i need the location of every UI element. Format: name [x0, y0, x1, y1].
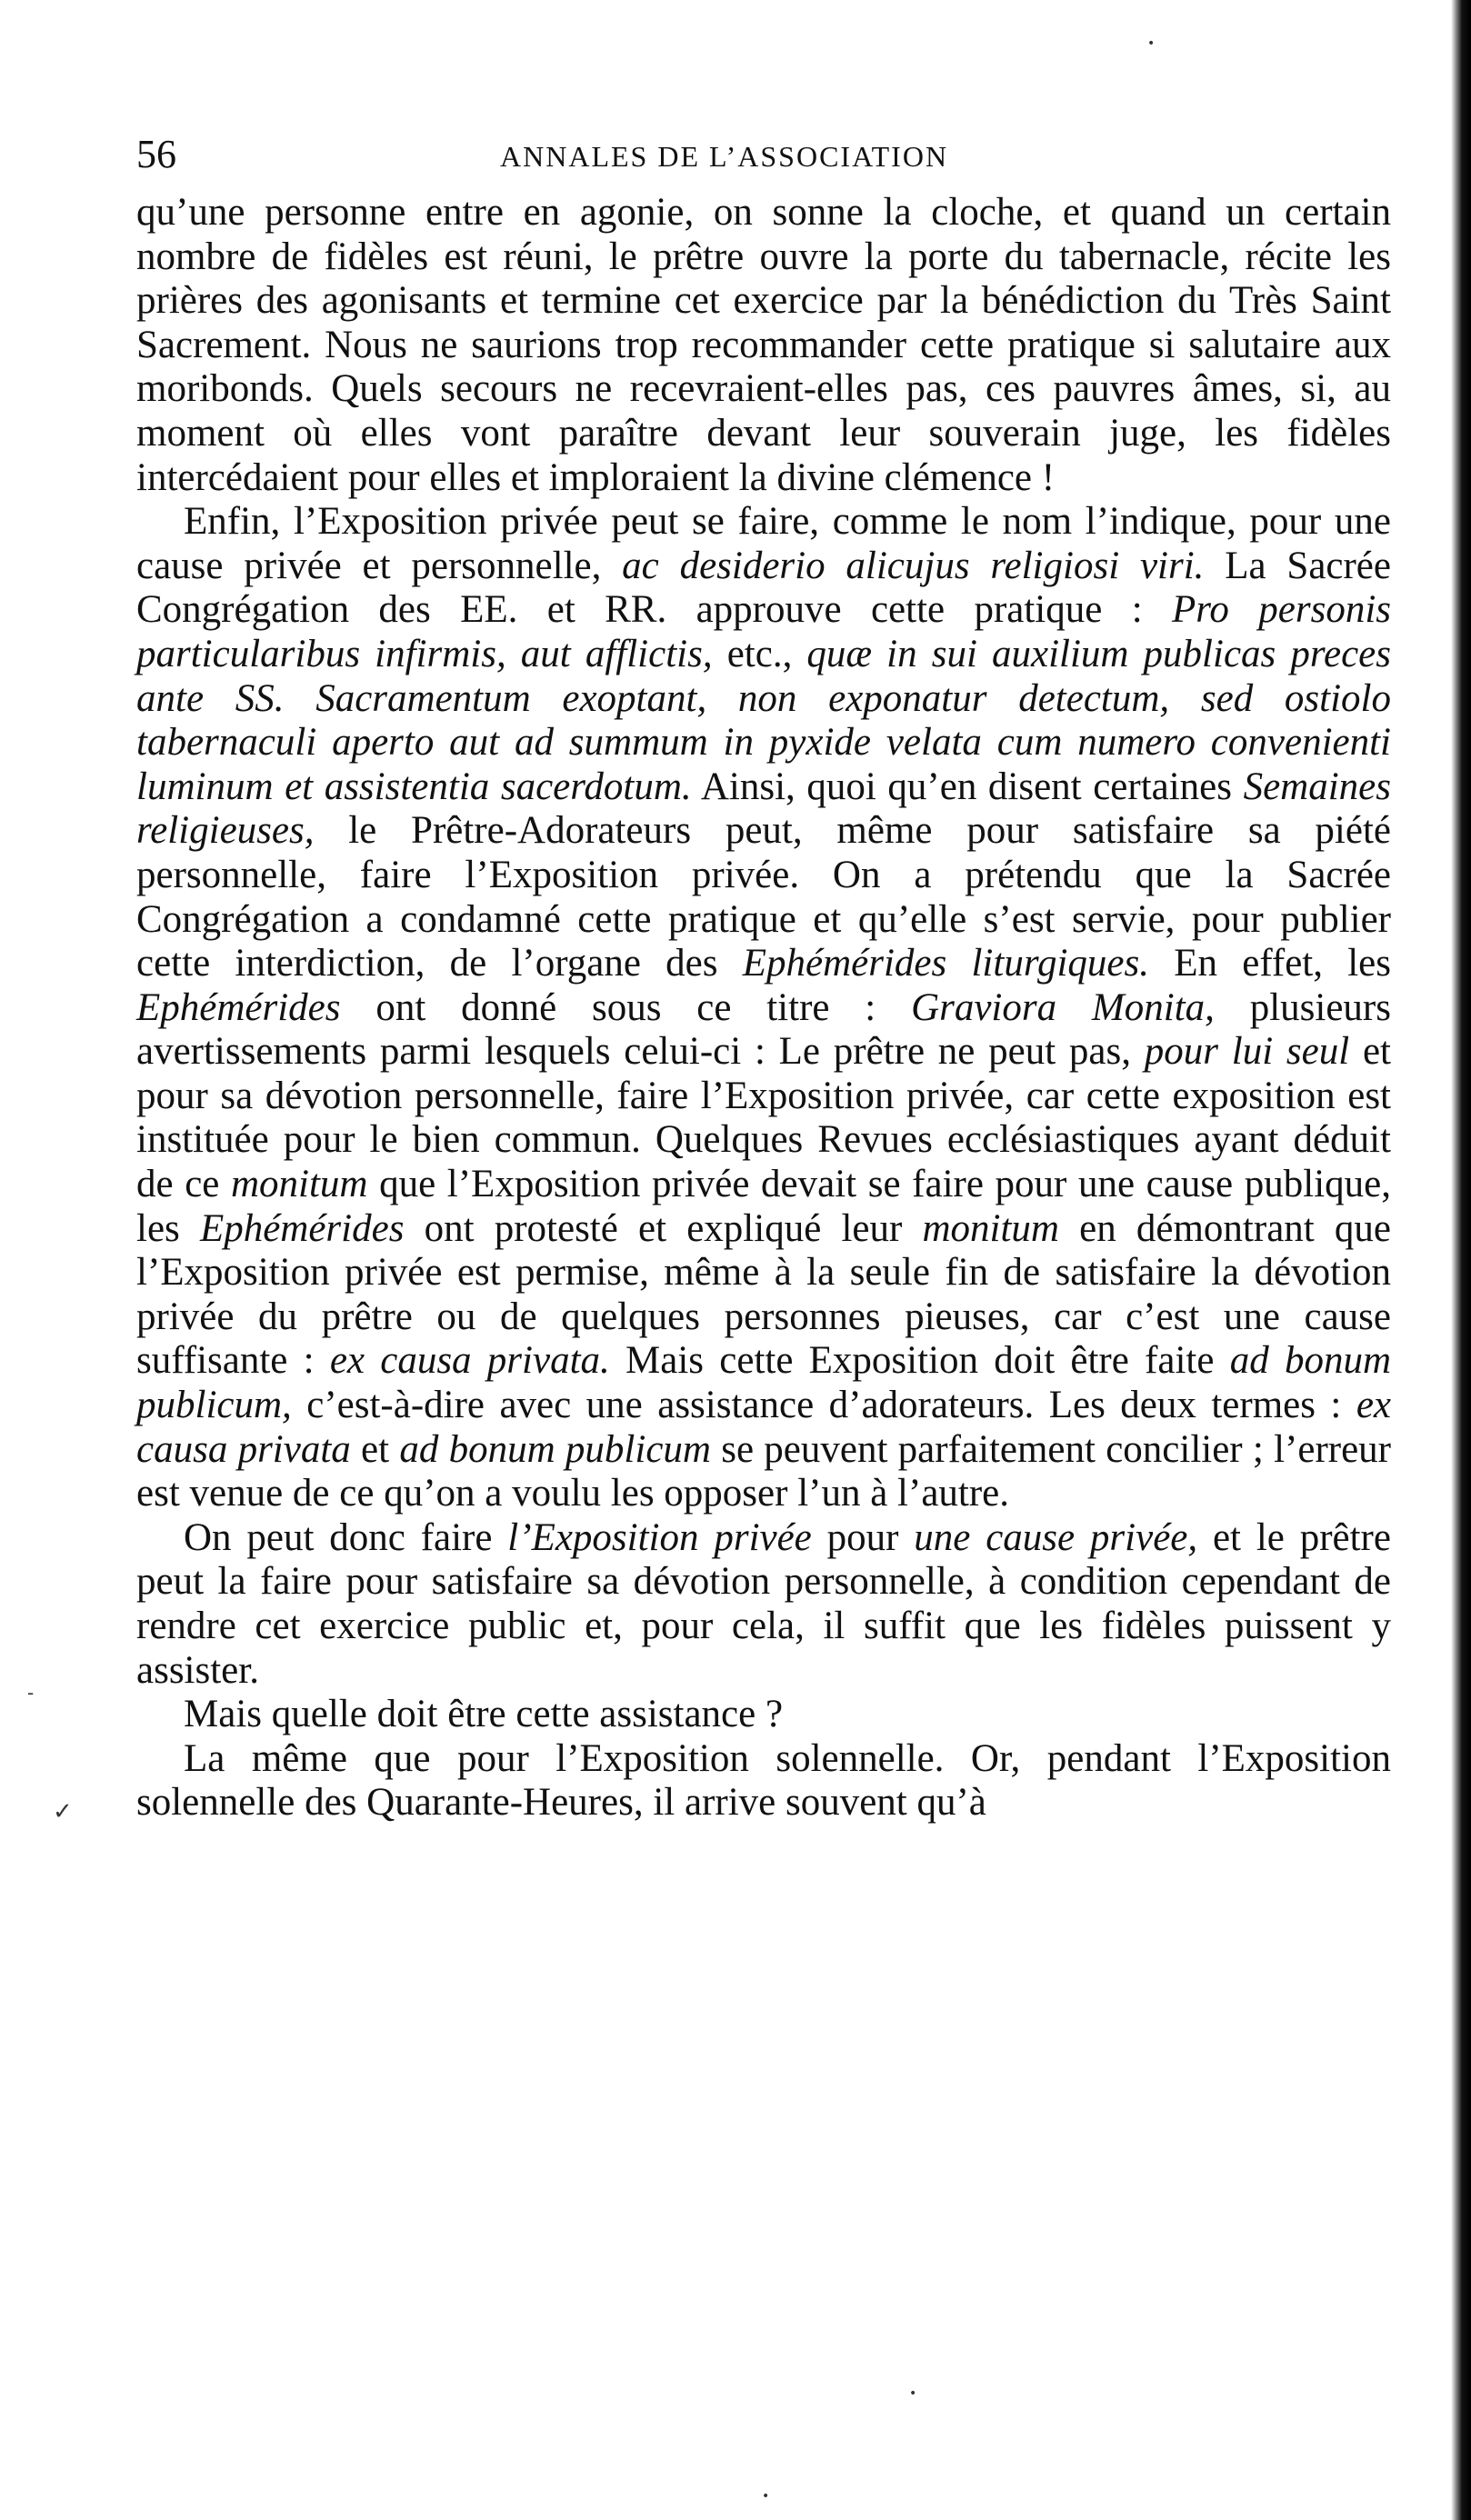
italic-phrase: Semaines religieuses, — [136, 765, 1391, 853]
page-number: 56 — [136, 132, 176, 176]
italic-phrase: Ephémérides — [136, 985, 341, 1029]
running-head: ANNALES DE L’ASSOCIATION — [500, 140, 949, 173]
italic-phrase: ex causa privata. — [329, 1339, 610, 1383]
paragraph — [136, 1693, 1391, 1737]
text-run: Mais quelle doit être cette assistance ? — [184, 1693, 784, 1736]
text-run: plusieurs avertissements parmi lesquels celui-ci : Le prêtre ne peut pas, — [136, 985, 1391, 1074]
italic-phrase: une cause privée, — [914, 1515, 1198, 1559]
bottom-speck: • — [909, 2386, 917, 2401]
margin-pencil-mark: ✓ — [53, 1798, 73, 1825]
bottom-speck: • — [762, 2489, 770, 2504]
paragraph — [136, 1516, 1391, 1693]
italic-phrase: ad bonum publicum, — [136, 1339, 1391, 1427]
italic-phrase: Pro personis particularibus infirmis, aut afflictis, — [136, 588, 1392, 675]
italic-phrase: Graviora Monita, — [911, 985, 1215, 1029]
italic-phrase: l’Exposition privée — [507, 1515, 812, 1559]
text-run: que l’Exposition privée devait se faire pour une cause publique, les — [136, 1163, 1391, 1250]
text-run: se peuvent parfaitement concilier ; l’erreur est venue de ce qu’on a voulu les opposer l’un à l’autre. — [136, 1427, 1391, 1515]
text-run: On peut donc faire — [184, 1515, 508, 1559]
italic-phrase: ex causa privata — [136, 1384, 1391, 1471]
italic-phrase: Ephémérides — [199, 1206, 405, 1250]
text-run: c’est-à-dire avec une assistance d’adorateurs. Les deux termes : — [291, 1384, 1356, 1427]
text-run: La même que pour l’Exposition solennelle. Or, pendant l’Exposition solennelle des Quarante-Heures, il arrive souvent qu’à — [136, 1736, 1391, 1825]
binding-shadow — [1451, 0, 1471, 2520]
paragraph — [136, 500, 1391, 1516]
text-run: et pour sa dévotion personnelle, faire l’Exposition privée, car cette exposition est instituée pour le bien commun. Quelques Revues ecclésiastiques ayant déduit de ce — [136, 1030, 1391, 1206]
body-text — [136, 191, 1391, 1825]
text-run: ont protesté et expliqué leur — [404, 1206, 923, 1250]
text-run: ont donné sous ce titre : — [340, 985, 912, 1029]
top-speck: • — [1147, 36, 1156, 51]
text-run: Ainsi, quoi qu’en disent certaines — [691, 765, 1244, 808]
text-run: etc., — [712, 632, 807, 675]
text-run: et le prêtre peut la faire pour satisfaire sa dévotion personnelle, à condition cependant de rendre cet exercice public et, pour cela, il suffit que les fidèles puissent y assister. — [136, 1515, 1391, 1692]
page-header — [136, 127, 1391, 182]
text-run: qu’une personne entre en agonie, on sonne la cloche, et quand un certain nombre de fidèles est réuni, le prêtre ouvre la porte du tabernacle, récite les prières des agonisants et termine cet exercice par la bénédiction du Très Saint Sacrement. Nous ne saurions trop recommander cette pratique si salutaire aux moribonds. Quels secours ne recevraient-elles pas, ces pauvres âmes, si, au moment où elles vont paraître devant leur souverain juge, les fidèles intercédaient pour elles et imploraient la divine clémence ! — [136, 191, 1391, 499]
italic-phrase: monitum — [230, 1163, 368, 1206]
text-run: en démontrant que l’Exposition privée est permise, même à la seule fin de satisfaire la dévotion privée du prêtre ou de quelques personnes pieuses, car c’est une cause suffisante : — [136, 1206, 1391, 1383]
text-run: le Prêtre-Adorateurs peut, même pour satisfaire sa piété personnelle, faire l’Exposition privée. On a prétendu que la Sacrée Congrégation a condamné cette pratique et qu’elle s’est servie, pour publier cette interdiction, de l’organe des — [136, 809, 1391, 985]
margin-speck: - — [27, 1682, 35, 1704]
text-run: Mais cette Exposition doit être faite — [609, 1339, 1230, 1383]
text-run: pour — [811, 1515, 915, 1559]
italic-phrase: pour lui seul — [1144, 1030, 1350, 1074]
text-run: La Sacrée Congrégation des EE. et RR. approuve cette pratique : — [136, 544, 1391, 632]
italic-phrase: monitum — [922, 1206, 1059, 1250]
italic-phrase: quæ in sui auxilium publicas preces ante SS. Sacramentum exoptant, non exponatur detectum, sed ostiolo tabernaculi aperto aut ad summum in pyxide velata cum numero convenienti luminum et assistentia sacerdotum. — [136, 632, 1391, 808]
paragraph — [136, 191, 1391, 500]
paragraph — [136, 1737, 1391, 1825]
italic-phrase: Ephémérides liturgiques. — [742, 942, 1149, 985]
italic-phrase: ac desiderio alicujus religiosi viri. — [622, 544, 1205, 587]
text-run: et — [350, 1427, 400, 1471]
text-run: En effet, les — [1148, 942, 1391, 985]
text-run: Enfin, l’Exposition privée peut se faire, comme le nom l’indique, pour une cause privée et personnelle, — [136, 500, 1391, 587]
italic-phrase: ad bonum publicum — [399, 1427, 711, 1471]
